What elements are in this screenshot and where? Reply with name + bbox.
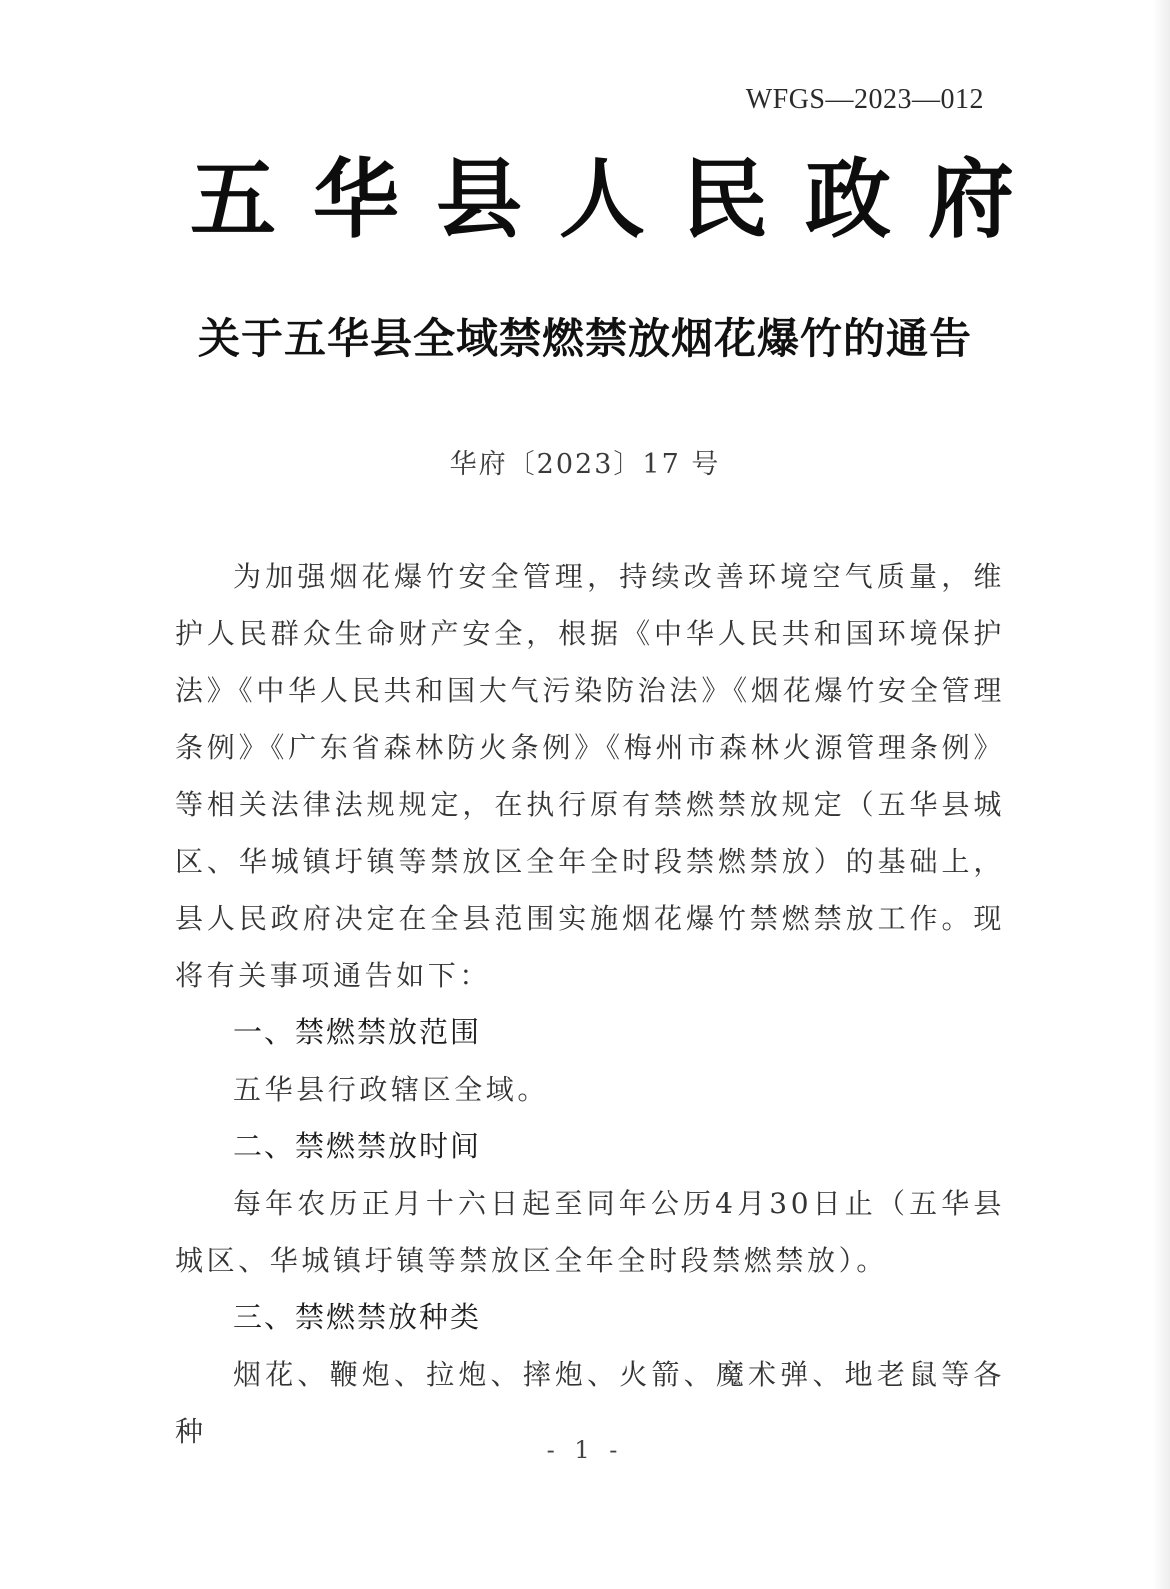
section-heading-scope: 一、禁燃禁放范围: [233, 1015, 482, 1049]
section-content-time: 每年农历正月十六日起至同年公历4月30日止（五华县城区、华城镇圩镇等禁放区全年全时段禁燃禁放）。: [175, 1187, 1005, 1277]
document-number: 华府〔2023〕17 号: [449, 449, 721, 480]
issuing-authority-header: 五华县人民政府: [190, 149, 1051, 250]
intro-paragraph: 为加强烟花爆竹安全管理，持续改善环境空气质量，维护人民群众生命财产安全，根据《中华人民共和国环境保护法》《中华人民共和国大气污染防治法》《烟花爆竹安全管理条例》《广东省森林防火条例》《梅州市森林火源管理条例》等相关法律法规规定，在执行原有禁燃禁放规定（五华县城区、华城镇圩镇等禁放区全年全时段禁燃禁放）的基础上，县人民政府决定在全县范围实施烟花爆竹禁燃禁放工作。现将有关事项通告如下：: [175, 560, 1005, 992]
section-content-types: 烟花、鞭炮、拉炮、摔炮、火箭、魔术弹、地老鼠等各种: [175, 1358, 1005, 1448]
document-body: [175, 548, 1005, 1460]
page-edge-shadow: [1152, 0, 1170, 1589]
page-number: - 1 -: [546, 1436, 624, 1464]
document-code: WFGS—2023—012: [745, 84, 984, 115]
section-content-scope: 五华县行政辖区全域。: [233, 1073, 550, 1106]
notice-title: 关于五华县全域禁燃禁放烟花爆竹的通告: [197, 314, 972, 363]
section-heading-types: 三、禁燃禁放种类: [233, 1300, 482, 1334]
section-heading-time: 二、禁燃禁放时间: [233, 1129, 482, 1163]
